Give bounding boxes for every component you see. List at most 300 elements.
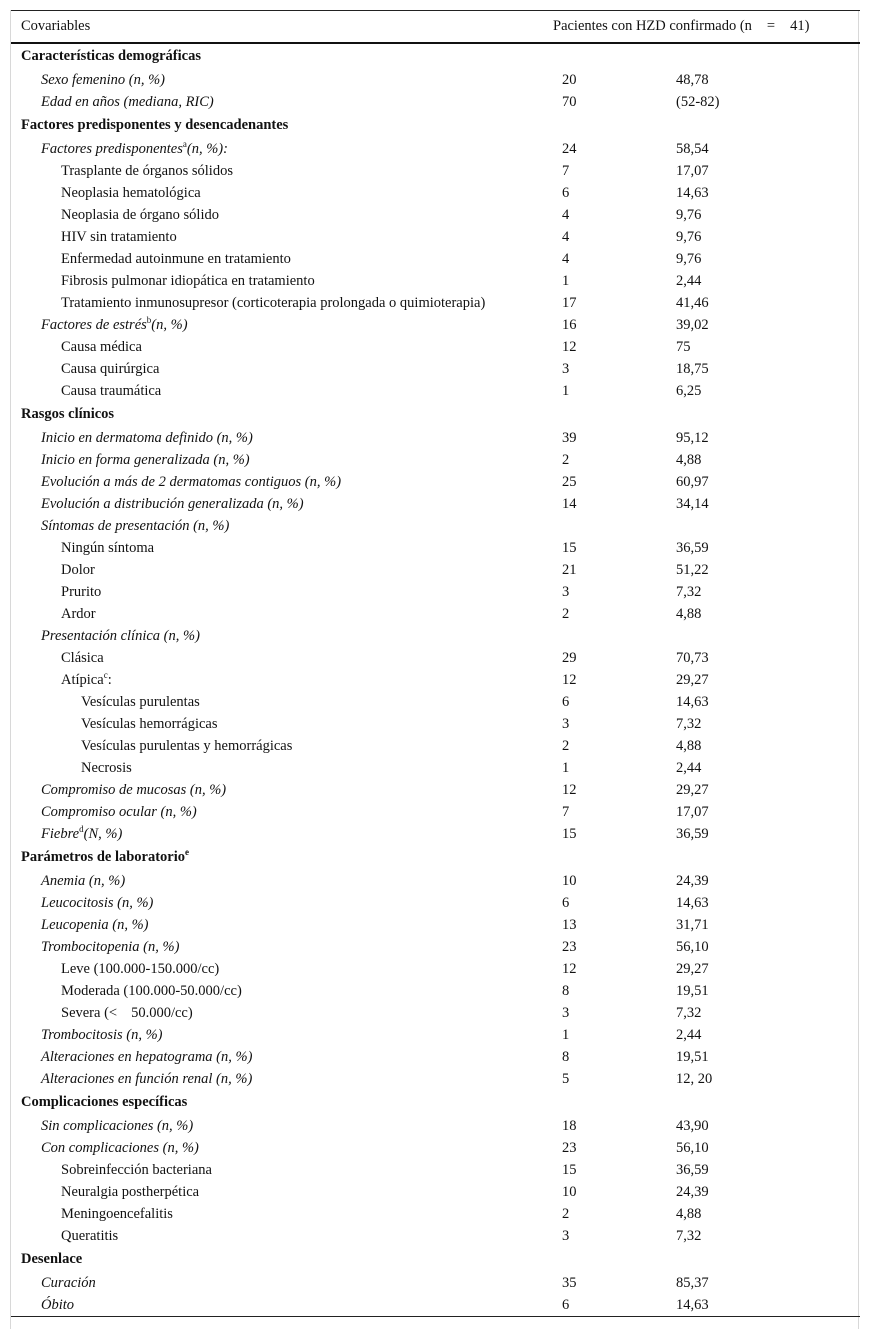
percent-cell [669,845,860,870]
count-cell: 10 [562,872,577,889]
percent-cell: 7,32 [676,1004,702,1021]
footnote-marker: e [185,847,190,858]
count-cell: 12 [562,671,577,688]
count-cell: 12 [562,960,577,977]
count-cell: 2 [562,605,570,622]
covariable-label: Sin complicaciones (n, %) [41,1117,194,1134]
table-row [11,1159,860,1181]
percent-cell: 19,51 [676,982,709,999]
table-row [11,669,860,691]
covariable-label: Óbito [41,1296,75,1313]
covariable-label: Meningoencefalitis [61,1205,173,1222]
percent-cell: 12, 20 [676,1070,713,1087]
count-cell: 18 [562,1117,577,1134]
header-pacientes-label: Pacientes con HZD confirmado (n [553,18,752,34]
covariable-label: Tratamiento inmunosupresor (corticoterapia prolongada o quimioterapia) [61,294,486,311]
covariable-cell [11,581,553,603]
percent-cell: 48,78 [676,71,709,88]
covariable-label: Leve (100.000-150.000/cc) [61,960,220,977]
table-row [11,647,860,669]
covariable-cell [11,427,553,449]
covariable-label: Necrosis [81,759,132,776]
percent-cell: 2,44 [676,272,702,289]
percent-cell: 75 [676,338,691,355]
covariable-label: Compromiso ocular (n, %) [41,803,197,820]
percent-cell: 4,88 [676,451,702,468]
count-cell: 4 [562,206,570,223]
covariable-label: Factores de estrés [41,316,147,333]
covariable-cell [11,1024,553,1046]
covariable-label: Evolución a distribución generalizada (n, %) [41,495,304,512]
percent-cell: 36,59 [676,539,709,556]
percent-cell: 14,63 [676,693,709,710]
table-row [11,713,860,735]
table-row [11,735,860,757]
covariable-label: Trasplante de órganos sólidos [61,162,233,179]
count-cell: 17 [562,294,577,311]
percent-cell: 17,07 [676,803,709,820]
covariable-label: Neoplasia de órgano sólido [61,206,219,223]
count-cell: 1 [562,1026,570,1043]
table-row [11,1068,860,1090]
table-row [11,1024,860,1046]
covariable-cell [11,113,553,138]
count-cell: 3 [562,715,570,732]
count-cell: 3 [562,360,570,377]
covariable-cell [11,91,553,113]
covariable-cell [11,1115,553,1137]
covariable-cell [11,69,553,91]
covariable-label: Inicio en forma generalizada (n, %) [41,451,250,468]
percent-cell [669,625,860,647]
table-row [11,757,860,779]
table-row [11,226,860,248]
count-cell: 25 [562,473,577,490]
table-row [11,160,860,182]
table-row [11,248,860,270]
count-cell: 14 [562,495,577,512]
section-header-row [11,1247,860,1272]
percent-cell: 18,75 [676,360,709,377]
count-cell: 20 [562,71,577,88]
covariable-cell [11,914,553,936]
covariable-cell [11,270,553,292]
covariable-label: Leucocitosis (n, %) [41,894,154,911]
covariable-label: Queratitis [61,1227,119,1244]
covariable-label: Edad en años (mediana, RIC) [41,93,214,110]
covariable-label: Moderada (100.000-50.000/cc) [61,982,242,999]
covariable-cell [11,1046,553,1068]
count-cell: 3 [562,1004,570,1021]
covariable-label: Alteraciones en hepatograma (n, %) [41,1048,253,1065]
count-cell: 1 [562,272,570,289]
covariable-label: Vesículas purulentas y hemorrágicas [81,737,293,754]
covariable-cell [11,204,553,226]
percent-cell [669,113,860,138]
covariable-cell [11,336,553,358]
covariable-cell [11,801,553,823]
covariable-cell [11,1247,553,1272]
covariable-label-suffix: (n, %) [151,316,188,333]
count-cell: 39 [562,429,577,446]
table-row [11,625,860,647]
covariable-cell [11,380,553,402]
section-header-row [11,402,860,427]
percent-cell: 14,63 [669,1294,860,1317]
covariable-cell [11,226,553,248]
header-equals: = [766,18,776,34]
count-cell: 12 [562,781,577,798]
covariable-label: Neuralgia postherpética [61,1183,200,1200]
covariable-cell [11,358,553,380]
percent-cell: 4,88 [676,1205,702,1222]
percent-cell: 14,63 [676,184,709,201]
count-cell: 24 [562,140,577,157]
percent-cell: 56,10 [676,1139,709,1156]
covariable-cell [11,1002,553,1024]
covariable-label: Síntomas de presentación (n, %) [41,517,230,534]
percent-cell: 14,63 [676,894,709,911]
covariable-label-suffix: (N, %) [83,825,123,842]
count-cell: 4 [562,250,570,267]
percent-cell: 9,76 [676,250,702,267]
percent-cell: 58,54 [676,140,709,157]
covariable-cell [11,160,553,182]
percent-cell: 60,97 [676,473,709,490]
table-row [11,936,860,958]
covariable-cell [11,647,553,669]
count-cell: 6 [562,693,570,710]
percent-cell: 31,71 [676,916,709,933]
covariable-label: Leucopenia (n, %) [41,916,149,933]
count-cell: 1 [562,759,570,776]
count-cell: 6 [562,894,570,911]
table-row [11,892,860,914]
covariable-label: Parámetros de laboratorio [21,849,186,865]
percent-cell: 24,39 [676,872,709,889]
percent-cell: 17,07 [676,162,709,179]
count-cell: 10 [562,1183,577,1200]
count-cell: 12 [562,338,577,355]
count-cell: 2 [562,737,570,754]
covariable-label: Inicio en dermatoma definido (n, %) [41,429,253,446]
table-row [11,270,860,292]
covariable-cell [11,936,553,958]
covariable-label: Sobreinfección bacteriana [61,1161,212,1178]
percent-cell: 95,12 [676,429,709,446]
covariable-cell [11,515,553,537]
percent-cell [669,515,860,537]
covariable-cell [11,449,553,471]
covariable-label: Compromiso de mucosas (n, %) [41,781,227,798]
count-cell: 21 [562,561,577,578]
table-row [11,138,860,160]
covariable-label: Vesículas hemorrágicas [81,715,218,732]
table-row [11,914,860,936]
covariable-cell [11,1068,553,1090]
covariable-label: Prurito [61,583,102,600]
covariable-label: Trombocitosis (n, %) [41,1026,163,1043]
covariable-cell [11,691,553,713]
covariable-label: Anemia (n, %) [41,872,126,889]
percent-cell: 7,32 [676,583,702,600]
count-cell [553,1090,669,1115]
count-cell [553,113,669,138]
covariable-label-suffix: 50.000/cc) [131,1004,193,1021]
covariable-cell [11,1225,553,1247]
percent-cell: 39,02 [676,316,709,333]
table-row [11,823,860,845]
covariable-label: Evolución a más de 2 dermatomas contiguos (n, %) [41,473,342,490]
table-row [11,870,860,892]
count-cell: 3 [562,583,570,600]
count-cell: 6 [553,1294,669,1317]
count-cell: 2 [562,451,570,468]
covariable-label: Con complicaciones (n, %) [41,1139,199,1156]
header-covariables: Covariables [11,11,553,44]
table-row [11,1294,860,1317]
covariable-label: Clásica [61,649,104,666]
percent-cell: 29,27 [676,671,709,688]
count-cell: 70 [562,93,577,110]
covariable-label: Atípica [61,671,104,688]
covariable-label: Causa médica [61,338,142,355]
count-cell: 23 [562,938,577,955]
covariable-cell [11,1090,553,1115]
covariable-cell [11,292,553,314]
count-cell: 15 [562,539,577,556]
covariable-label: Trombocitopenia (n, %) [41,938,180,955]
covariable-label: Causa traumática [61,382,162,399]
table-row [11,691,860,713]
table-row [11,91,860,113]
table-row [11,958,860,980]
table-row [11,204,860,226]
percent-cell: 9,76 [676,228,702,245]
covariable-cell [11,537,553,559]
percent-cell: 36,59 [676,1161,709,1178]
covariable-label: Dolor [61,561,95,578]
footnote-marker: b [146,314,152,325]
table-row [11,182,860,204]
count-cell [553,1247,669,1272]
footnote-marker: d [79,823,84,834]
percent-cell: 70,73 [676,649,709,666]
covariable-cell [11,1159,553,1181]
percent-cell: 24,39 [676,1183,709,1200]
data-table-container [10,10,859,1329]
count-cell: 15 [562,1161,577,1178]
percent-cell: 4,88 [676,737,702,754]
table-row [11,69,860,91]
covariable-label: Curación [41,1274,96,1291]
table-row [11,1225,860,1247]
table-row [11,603,860,625]
percent-cell: 7,32 [676,1227,702,1244]
covariable-cell [11,1294,553,1317]
table-row [11,515,860,537]
covariable-cell [11,314,553,336]
covariable-label: HIV sin tratamiento [61,228,177,245]
count-cell: 8 [562,1048,570,1065]
section-header-row [11,43,860,69]
percent-cell: 41,46 [676,294,709,311]
covariable-cell [11,735,553,757]
covariable-label-suffix: (n, %): [186,140,228,157]
covariable-label-suffix: : [107,671,112,688]
table-row [11,314,860,336]
count-cell: 8 [562,982,570,999]
covariable-cell [11,559,553,581]
percent-cell [669,1247,860,1272]
table-row [11,471,860,493]
table-row [11,779,860,801]
percent-cell: 2,44 [676,1026,702,1043]
percent-cell: 19,51 [676,1048,709,1065]
covariable-cell [11,1181,553,1203]
percent-cell: 36,59 [676,825,709,842]
count-cell: 3 [562,1227,570,1244]
count-cell: 7 [562,162,570,179]
count-cell: 6 [562,184,570,201]
covariable-cell [11,493,553,515]
percent-cell: 6,25 [676,382,702,399]
covariable-label: Causa quirúrgica [61,360,160,377]
table-row [11,1137,860,1159]
covariable-label: Enfermedad autoinmune en tratamiento [61,250,291,267]
percent-cell: 34,14 [676,495,709,512]
covariable-label: Fiebre [41,825,80,842]
table-row [11,559,860,581]
covariable-label: Características demográficas [21,48,201,64]
covariable-cell [11,248,553,270]
covariable-cell [11,713,553,735]
percent-cell: 56,10 [676,938,709,955]
covariable-cell [11,757,553,779]
count-cell [553,845,669,870]
percent-cell: 29,27 [676,960,709,977]
covariable-cell [11,669,553,691]
covariable-label: Severa (< [61,1004,118,1021]
covariable-cell [11,845,553,870]
count-cell: 35 [562,1274,577,1291]
covariable-label: Neoplasia hematológica [61,184,201,201]
count-cell [553,625,669,647]
percent-cell: 9,76 [676,206,702,223]
count-cell: 2 [562,1205,570,1222]
percent-cell: 43,90 [676,1117,709,1134]
covariable-cell [11,958,553,980]
percent-cell: 51,22 [676,561,709,578]
percent-cell [669,402,860,427]
count-cell: 23 [562,1139,577,1156]
percent-cell [669,1090,860,1115]
covariable-cell [11,402,553,427]
table-body [11,43,860,1317]
percent-cell: 2,44 [676,759,702,776]
covariable-cell [11,625,553,647]
count-cell: 15 [562,825,577,842]
covariable-label: Fibrosis pulmonar idiopática en tratamiento [61,272,315,289]
table-row [11,581,860,603]
percent-cell: 7,32 [676,715,702,732]
covariables-table [11,10,860,1317]
table-row [11,292,860,314]
covariable-cell [11,138,553,160]
covariable-cell [11,1137,553,1159]
footnote-marker: a [182,138,187,149]
table-row [11,1203,860,1225]
count-cell: 13 [562,916,577,933]
covariable-cell [11,182,553,204]
section-header-row [11,1090,860,1115]
covariable-label: Vesículas purulentas [81,693,200,710]
table-row [11,380,860,402]
covariable-cell [11,603,553,625]
covariable-label: Factores predisponentes y desencadenantes [21,117,289,133]
count-cell [553,43,669,69]
covariable-cell [11,1272,553,1294]
header-n-value: 41) [790,18,810,34]
covariable-label: Ardor [61,605,96,622]
table-row [11,449,860,471]
table-row [11,537,860,559]
covariable-label: Ningún síntoma [61,539,155,556]
covariable-cell [11,892,553,914]
covariable-cell [11,870,553,892]
count-cell: 7 [562,803,570,820]
table-row [11,427,860,449]
section-header-row [11,845,860,870]
covariable-cell [11,779,553,801]
table-row [11,493,860,515]
count-cell [553,515,669,537]
table-row [11,1115,860,1137]
covariable-label: Alteraciones en función renal (n, %) [41,1070,253,1087]
percent-cell: 4,88 [676,605,702,622]
table-row [11,358,860,380]
footnote-marker: c [103,669,108,680]
header-pacientes [553,11,860,44]
covariable-label: Desenlace [21,1251,83,1267]
covariable-cell [11,823,553,845]
count-cell: 16 [562,316,577,333]
count-cell: 1 [562,382,570,399]
table-row [11,980,860,1002]
section-header-row [11,113,860,138]
count-cell [553,402,669,427]
percent-cell: 85,37 [676,1274,709,1291]
percent-cell: 29,27 [676,781,709,798]
count-cell: 5 [562,1070,570,1087]
table-row [11,1181,860,1203]
covariable-label: Factores predisponentes [41,140,183,157]
table-row [11,1002,860,1024]
covariable-label: Complicaciones específicas [21,1094,188,1110]
table-row [11,336,860,358]
covariable-label: Presentación clínica (n, %) [41,627,200,644]
covariable-label: Rasgos clínicos [21,406,115,422]
percent-cell [669,43,860,69]
percent-cell: (52-82) [676,93,720,110]
covariable-cell [11,980,553,1002]
table-row [11,1046,860,1068]
count-cell: 29 [562,649,577,666]
table-row [11,1272,860,1294]
covariable-cell [11,43,553,69]
covariable-cell [11,471,553,493]
count-cell: 4 [562,228,570,245]
